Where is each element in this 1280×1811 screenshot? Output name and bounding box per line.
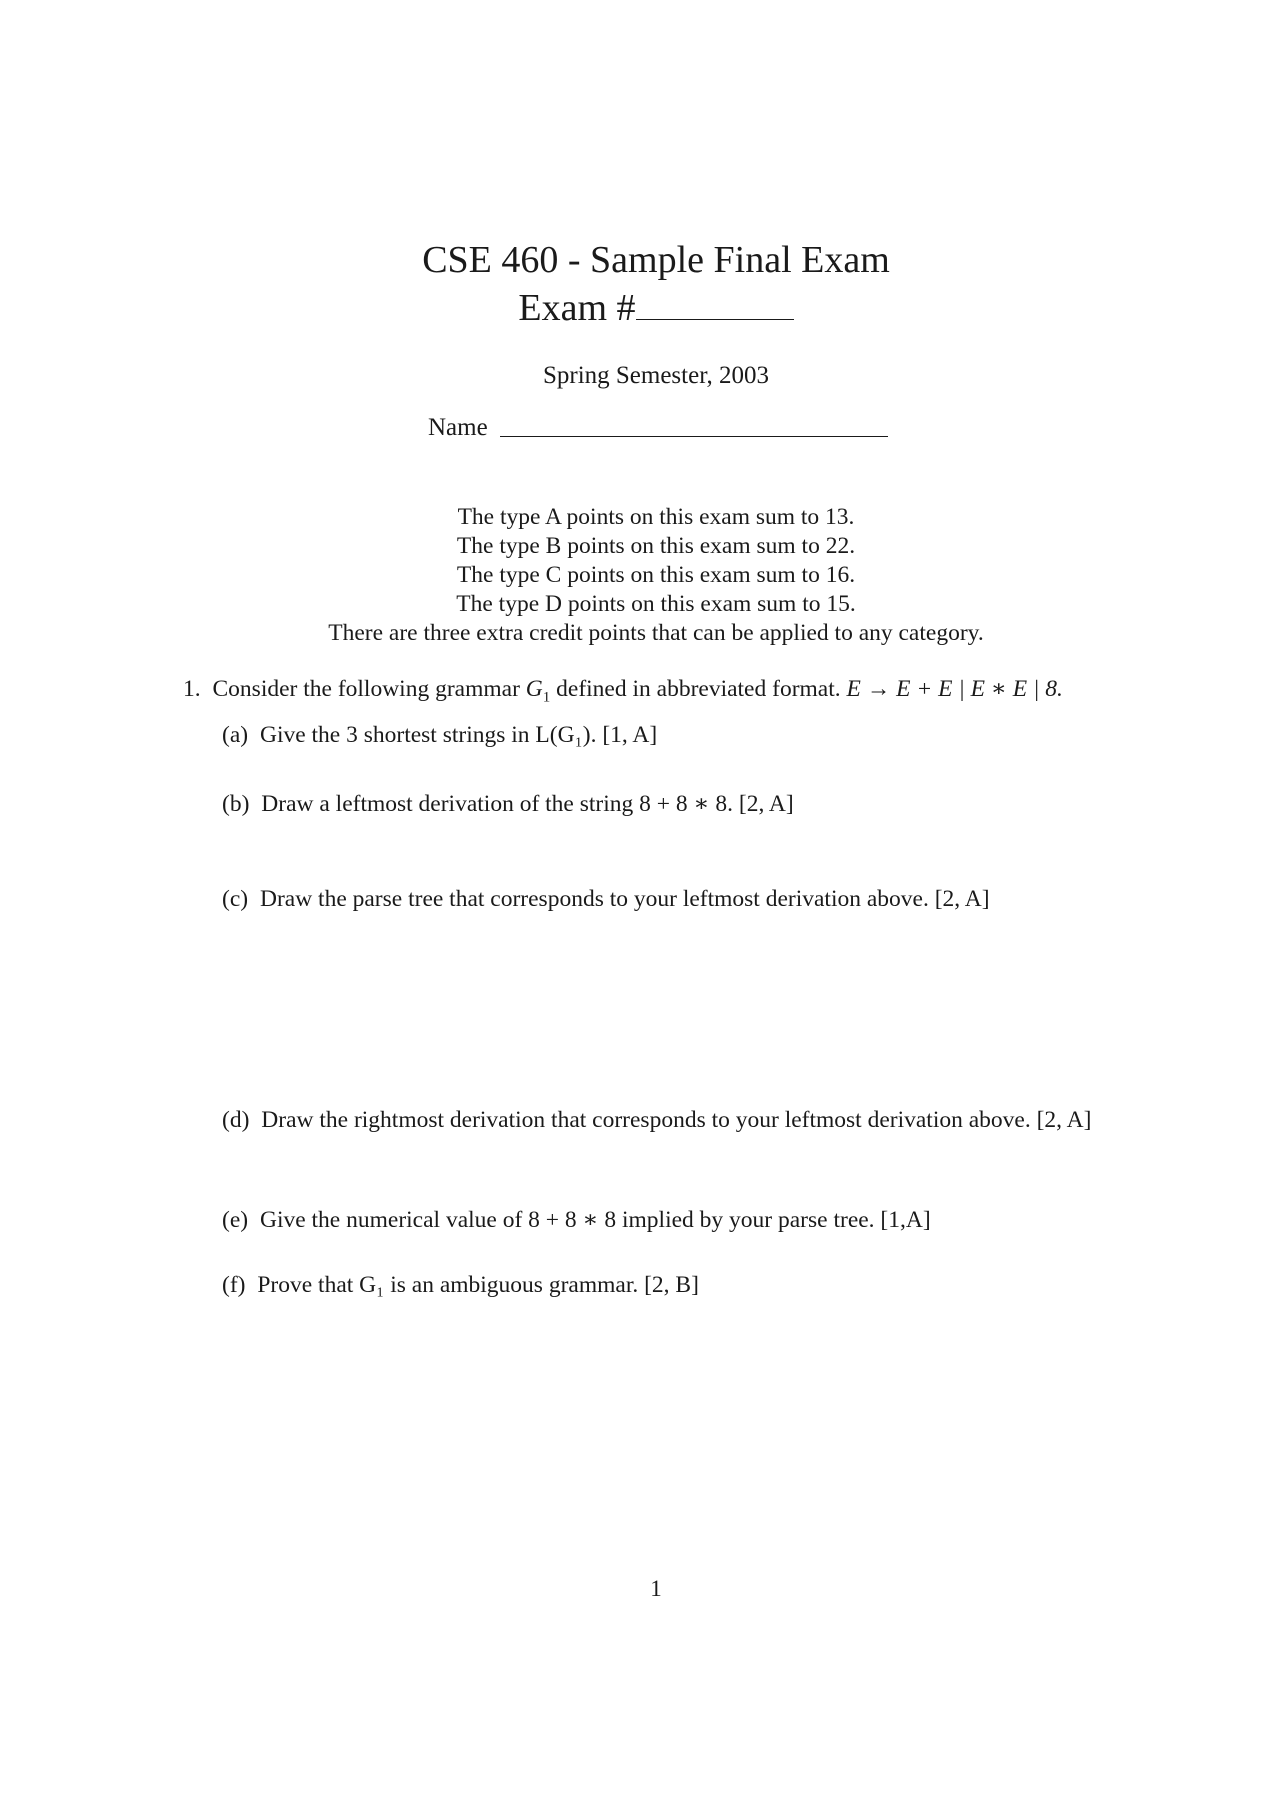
page-number: 1: [650, 1576, 662, 1601]
part-b: [222, 789, 794, 818]
question-number: 1.: [183, 676, 201, 702]
part-d-label: (d): [222, 1107, 250, 1133]
exam-title: CSE 460 - Sample Final Exam: [422, 239, 890, 281]
part-b-text: Draw a leftmost derivation of the string 8 + 8 ∗ 8. [2, A]: [261, 791, 794, 817]
name-blank[interactable]: [500, 436, 888, 437]
question-1-stem: [183, 674, 1063, 707]
points-type-a: The type A points on this exam sum to 13.: [457, 504, 855, 530]
part-f-label: (f): [222, 1272, 246, 1298]
exam-number-label: Exam #: [518, 287, 636, 329]
part-c-label: (c): [222, 886, 249, 912]
part-c: [222, 886, 990, 913]
part-a: [222, 722, 657, 749]
grammar-production: E → E + E | E ∗ E | 8.: [846, 676, 1063, 702]
points-type-d: The type D points on this exam sum to 15.: [456, 591, 856, 617]
exam-number-blank[interactable]: [636, 289, 794, 320]
points-extra-credit: There are three extra credit points that can be applied to any category.: [328, 620, 984, 646]
grammar-name: G: [525, 676, 543, 702]
part-b-label: (b): [222, 791, 250, 817]
question-stem-mid: defined in abbreviated format.: [556, 676, 841, 702]
name-label: Name: [428, 414, 488, 441]
part-a-label: (a): [222, 722, 249, 748]
part-f: [222, 1272, 699, 1299]
exam-number-row: [0, 286, 1280, 330]
part-e: [222, 1205, 931, 1234]
points-type-b: The type B points on this exam sum to 22.: [456, 533, 856, 559]
part-d-text: Draw the rightmost derivation that corresponds to your leftmost derivation above. [2, A]: [261, 1107, 1092, 1133]
question-stem-text: Consider the following grammar: [212, 676, 520, 702]
part-e-text: Give the numerical value of 8 + 8 ∗ 8 implied by your parse tree. [1,A]: [259, 1207, 931, 1233]
grammar-subscript: 1: [542, 689, 551, 706]
part-d: [222, 1107, 1091, 1134]
points-type-c: The type C points on this exam sum to 16.: [456, 562, 856, 588]
part-f-text: Prove that G₁ is an ambiguous grammar. [2, B]: [257, 1272, 699, 1298]
part-e-label: (e): [222, 1207, 249, 1233]
semester: Spring Semester, 2003: [542, 362, 770, 389]
part-c-text: Draw the parse tree that corresponds to your leftmost derivation above. [2, A]: [259, 886, 990, 912]
part-a-text: Give the 3 shortest strings in L(G₁). [1, A]: [259, 722, 658, 748]
